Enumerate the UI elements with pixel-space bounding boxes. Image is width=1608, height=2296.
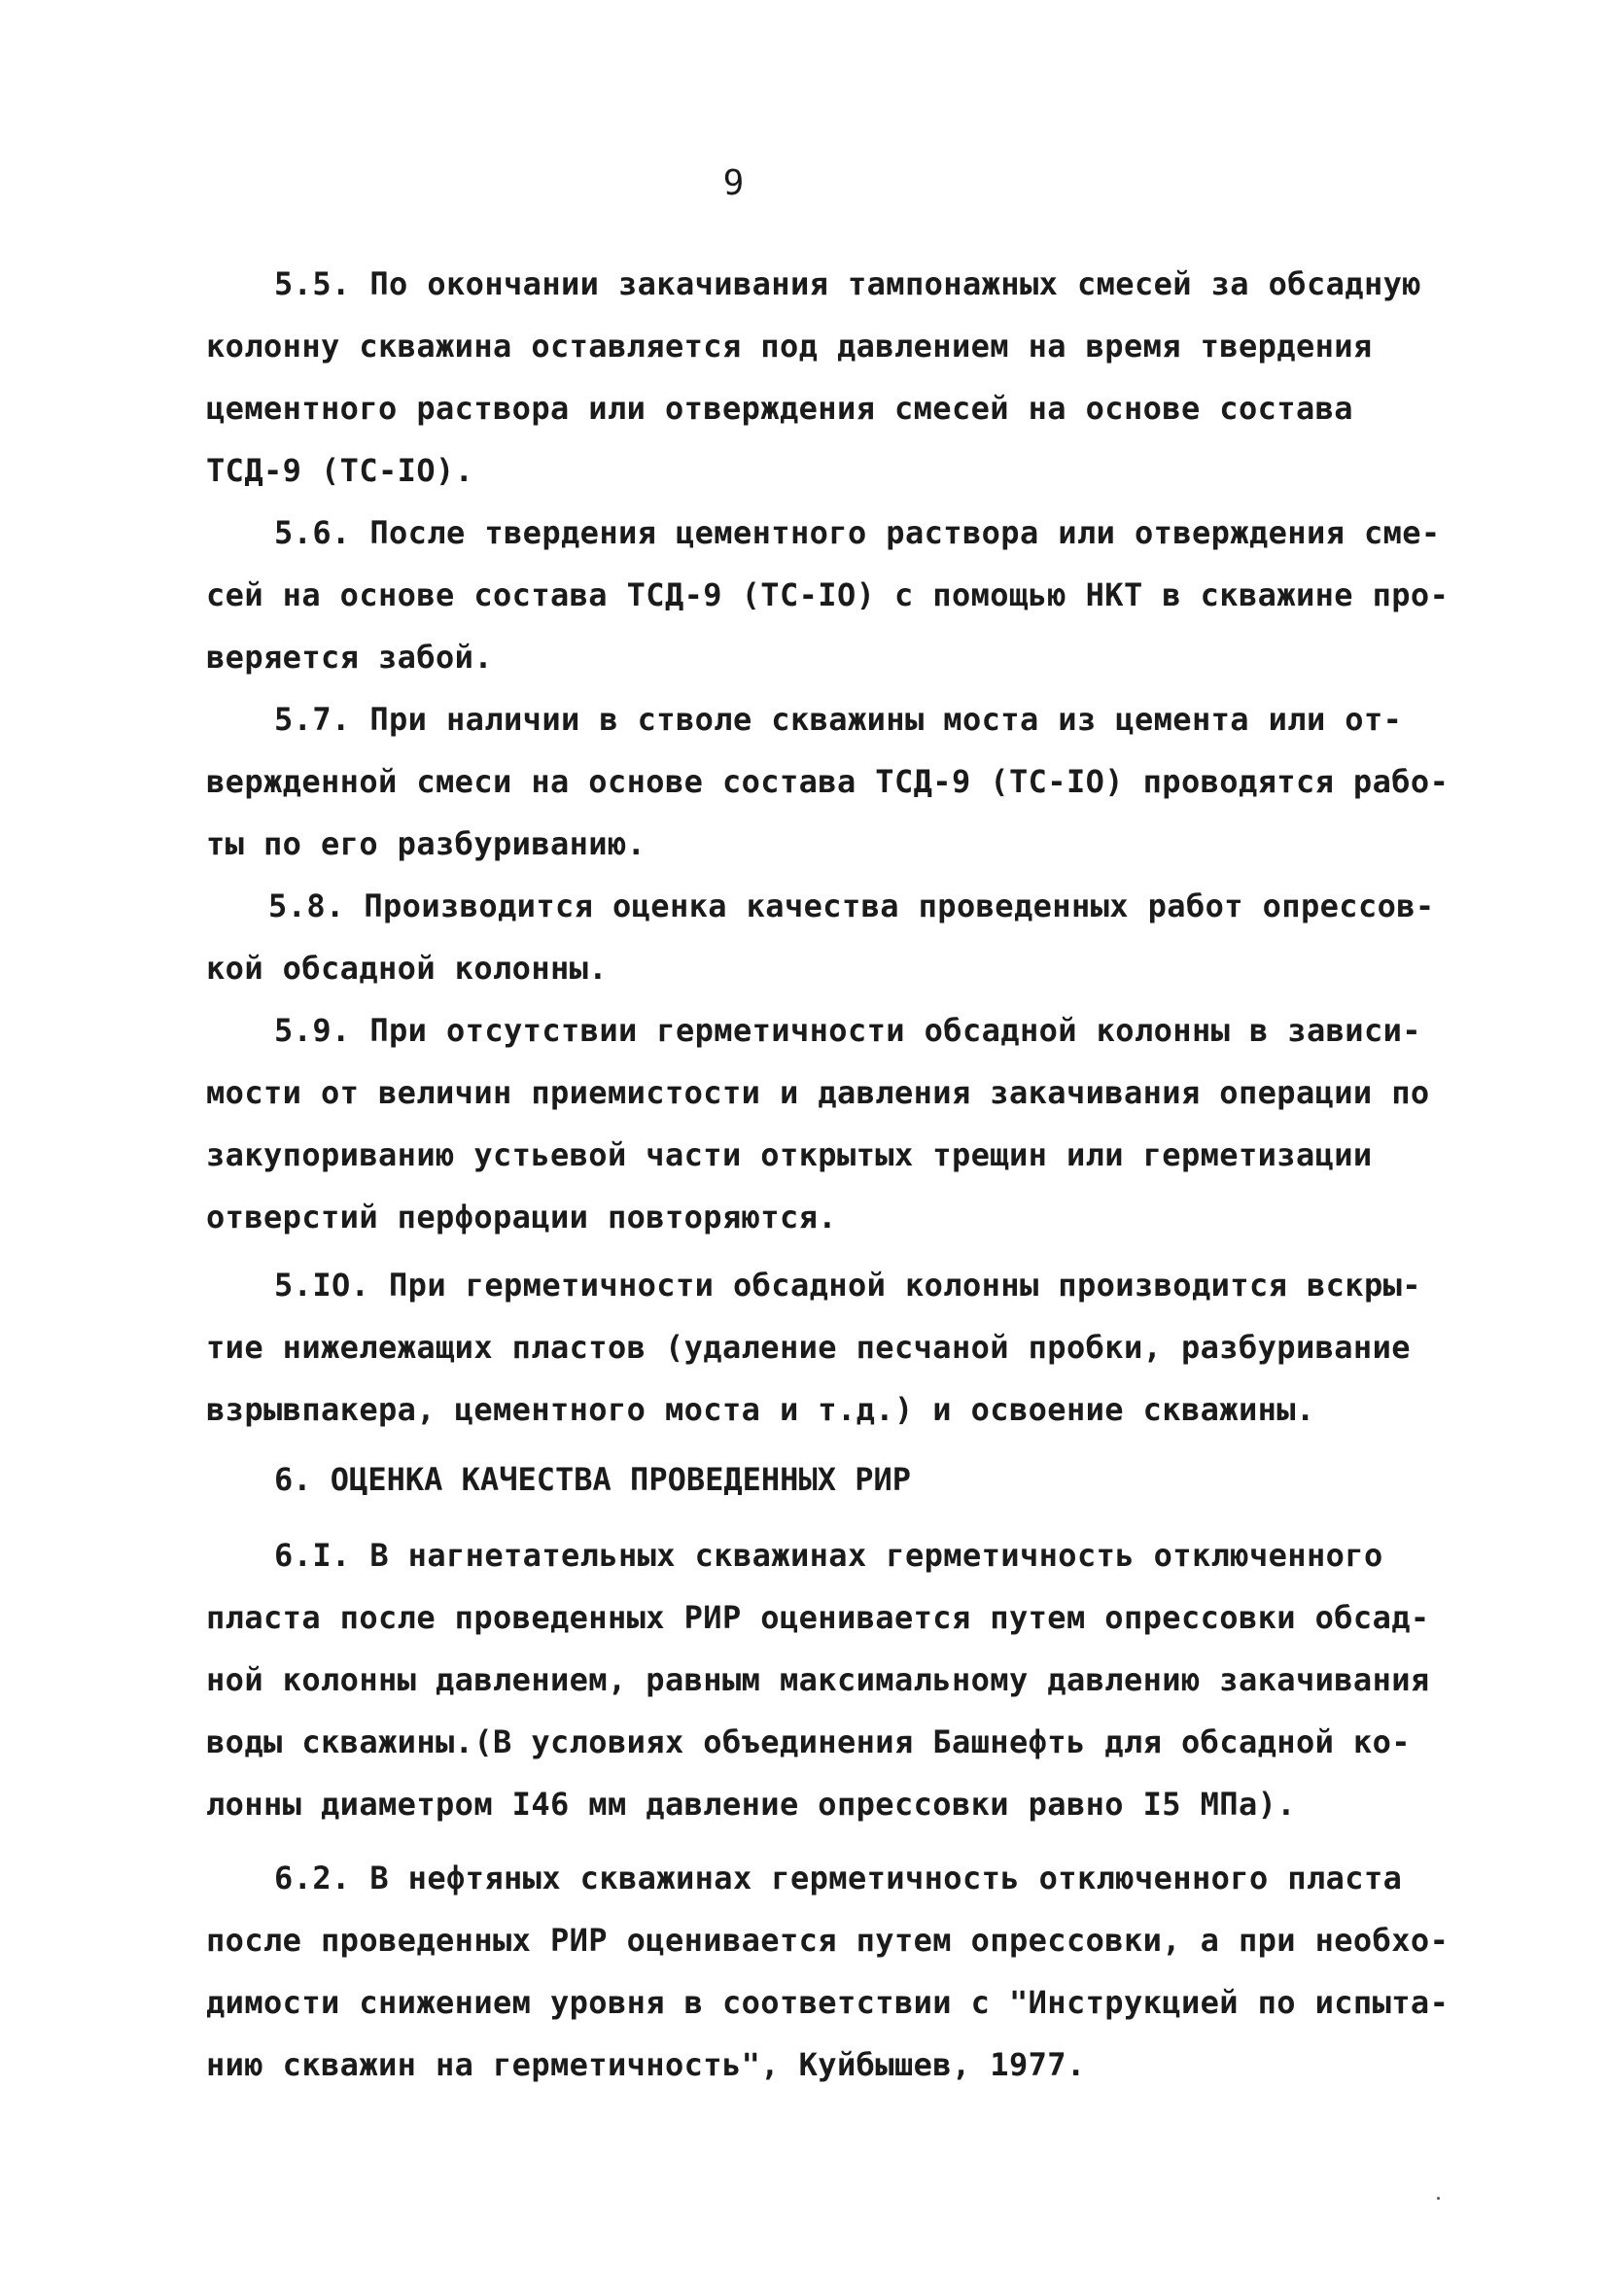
text-line: цементного раствора или отверждения смесей на основе состава [206, 390, 1353, 427]
text-line: воды скважины.(В условиях объединения Башнефть для обсадной ко- [206, 1723, 1411, 1760]
text-line: пласта после проведенных РИР оценивается путем опрессовки обсад- [206, 1599, 1430, 1636]
text-line: ной колонны давлением, равным максимальному давлению закачивания [206, 1661, 1430, 1698]
text-line: 5.IO. При герметичности обсадной колонны производится вскры- [274, 1267, 1421, 1304]
text-line: 5.8. Производится оценка качества проведенных работ опрессов- [268, 887, 1435, 924]
text-line: ты по его разбуриванию. [206, 825, 647, 862]
text-line: 5.6. После твердения цементного раствора или отверждения сме- [274, 514, 1441, 551]
text-line: димости снижением уровня в соответствии с "Инструкцией по испыта- [206, 1984, 1450, 2021]
text-line: 5.7. При наличии в стволе скважины моста из цемента или от- [274, 701, 1403, 738]
text-line: 6.2. В нефтяных скважинах герметичность отключенного пласта [274, 1860, 1403, 1896]
text-line: тие нижележащих пластов (удаление песчаной пробки, разбуривание [206, 1329, 1411, 1366]
text-line: колонну скважина оставляется под давлением на время твердения [206, 328, 1373, 365]
text-line: ТСД-9 (ТС-IO). [206, 452, 474, 489]
scan-speck [1437, 2197, 1440, 2200]
text-line: взрывпакера, цементного моста и т.д.) и освоение скважины. [206, 1391, 1315, 1428]
text-line: отверстий перфорации повторяются. [206, 1199, 837, 1235]
text-line: 6.I. В нагнетательных скважинах герметичность отключенного [274, 1537, 1383, 1574]
text-line: нию скважин на герметичность", Куйбышев, 1977. [206, 2046, 1086, 2083]
text-line: кой обсадной колонны. [206, 950, 608, 987]
text-line: веряется забой. [206, 639, 493, 676]
text-line: лонны диаметром I46 мм давление опрессовки равно I5 МПа). [206, 1786, 1296, 1823]
text-line: закупориванию устьевой части открытых трещин или герметизации [206, 1136, 1373, 1173]
section-heading: 6. ОЦЕНКА КАЧЕСТВА ПРОВЕДЕННЫХ РИР [274, 1461, 912, 1498]
text-line: 5.5. По окончании закачивания тампонажных смесей за обсадную [274, 265, 1421, 302]
text-line: мости от величин приемистости и давления закачивания операции по [206, 1074, 1430, 1111]
text-line: сей на основе состава ТСД-9 (ТС-IO) с помощью НКТ в скважине про- [206, 576, 1450, 613]
text-line: вержденной смеси на основе состава ТСД-9 (ТС-IO) проводятся рабо- [206, 763, 1450, 800]
text-line: после проведенных РИР оценивается путем опрессовки, а при необхо- [206, 1922, 1450, 1959]
text-line: 5.9. При отсутствии герметичности обсадной колонны в зависи- [274, 1012, 1421, 1049]
page-number: 9 [722, 163, 746, 203]
